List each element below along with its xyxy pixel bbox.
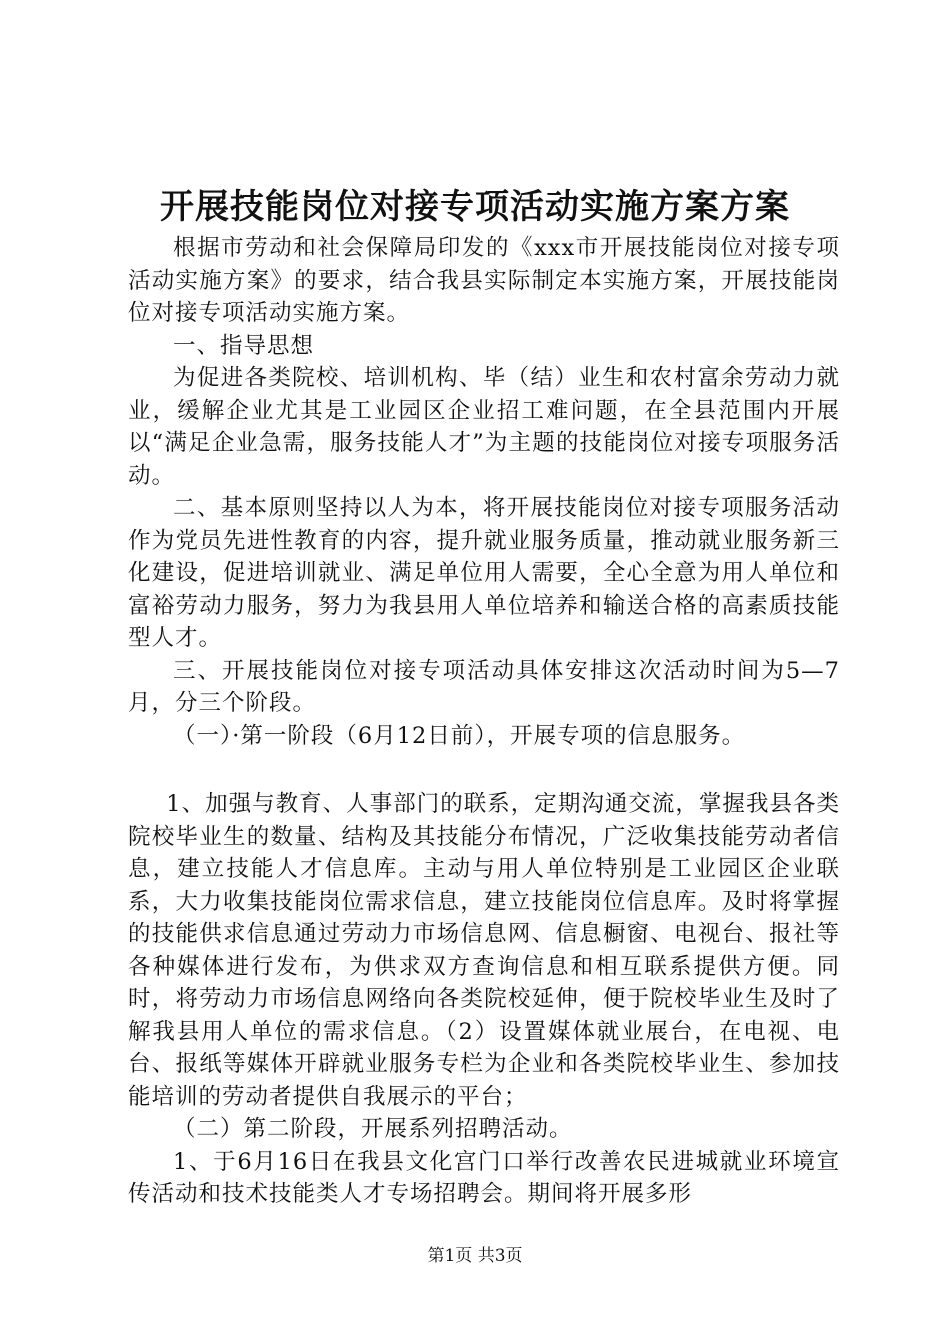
heading-guiding-thought: 一、指导思想 [173,332,315,359]
paragraph-gap [128,752,840,788]
paragraph-stage-two-item: 1、于6月16日在我县文化宫门口举行改善农民进城就业环境宣传活动和技术技能类人才专场招聘会。期间将开展多形 [128,1148,840,1207]
paragraph-guiding-thought: 为促进各类院校、培训机构、毕（结）业生和农村富余劳动力就业，缓解企业尤其是工业园区企业招工难问题，在全县范围内开展以“满足企业急需，服务技能人才”为主题的技能岗位对接专项服务活动。 [128,365,840,489]
heading-stage-two: （二）第二阶段，开展系列招聘活动。 [173,1116,573,1142]
paragraph-basic-principles: 二、基本原则坚持以人为本，将开展技能岗位对接专项服务活动作为党员先进性教育的内容，提升就业服务质量，推动就业服务新三化建设，促进培训就业、满足单位用人需要，全心全意为用人单位和富裕劳动力服务，努力为我县用人单位培养和输送合格的高素质技能型人才。 [128,495,840,651]
paragraph-stage-one-item: 1、加强与教育、人事部门的联系，定期沟通交流，掌握我县各类院校毕业生的数量、结构及其技能分布情况，广泛收集技能劳动者信息，建立技能人才信息库。主动与用人单位特别是工业园区企业联系，大力收集技能岗位需求信息，建立技能岗位信息库。及时将掌握的技能供求信息通过劳动力市场信息网、信息橱窗、电视台、报社等各种媒体进行发布，为供求双方查询信息和相互联系提供方便。同时，将劳动力市场信息网络向各类院校延伸，便于院校毕业生及时了解我县用人单位的需求信息。（2）设置媒体就业展台，在电视、电台、报纸等媒体开辟就业服务专栏为企业和各类院校毕业生、参加技能培训的劳动者提供自我展示的平台； [128,791,840,1110]
paragraph-arrangement: 三、开展技能岗位对接专项活动具体安排这次活动时间为5—7月，分三个阶段。 [128,657,840,716]
document-title: 开展技能岗位对接专项活动实施方案方案 [160,187,790,227]
page-number-footer: 第1页 共3页 [427,1246,523,1266]
document-body [128,232,840,1211]
heading-stage-one: （一）·第一阶段（6月12日前），开展专项的信息服务。 [173,722,746,749]
paragraph-intro: 根据市劳动和社会保障局印发的《xxx市开展技能岗位对接专项活动实施方案》的要求，结合我县实际制定本实施方案，开展技能岗位对接专项活动实施方案。 [128,235,840,326]
